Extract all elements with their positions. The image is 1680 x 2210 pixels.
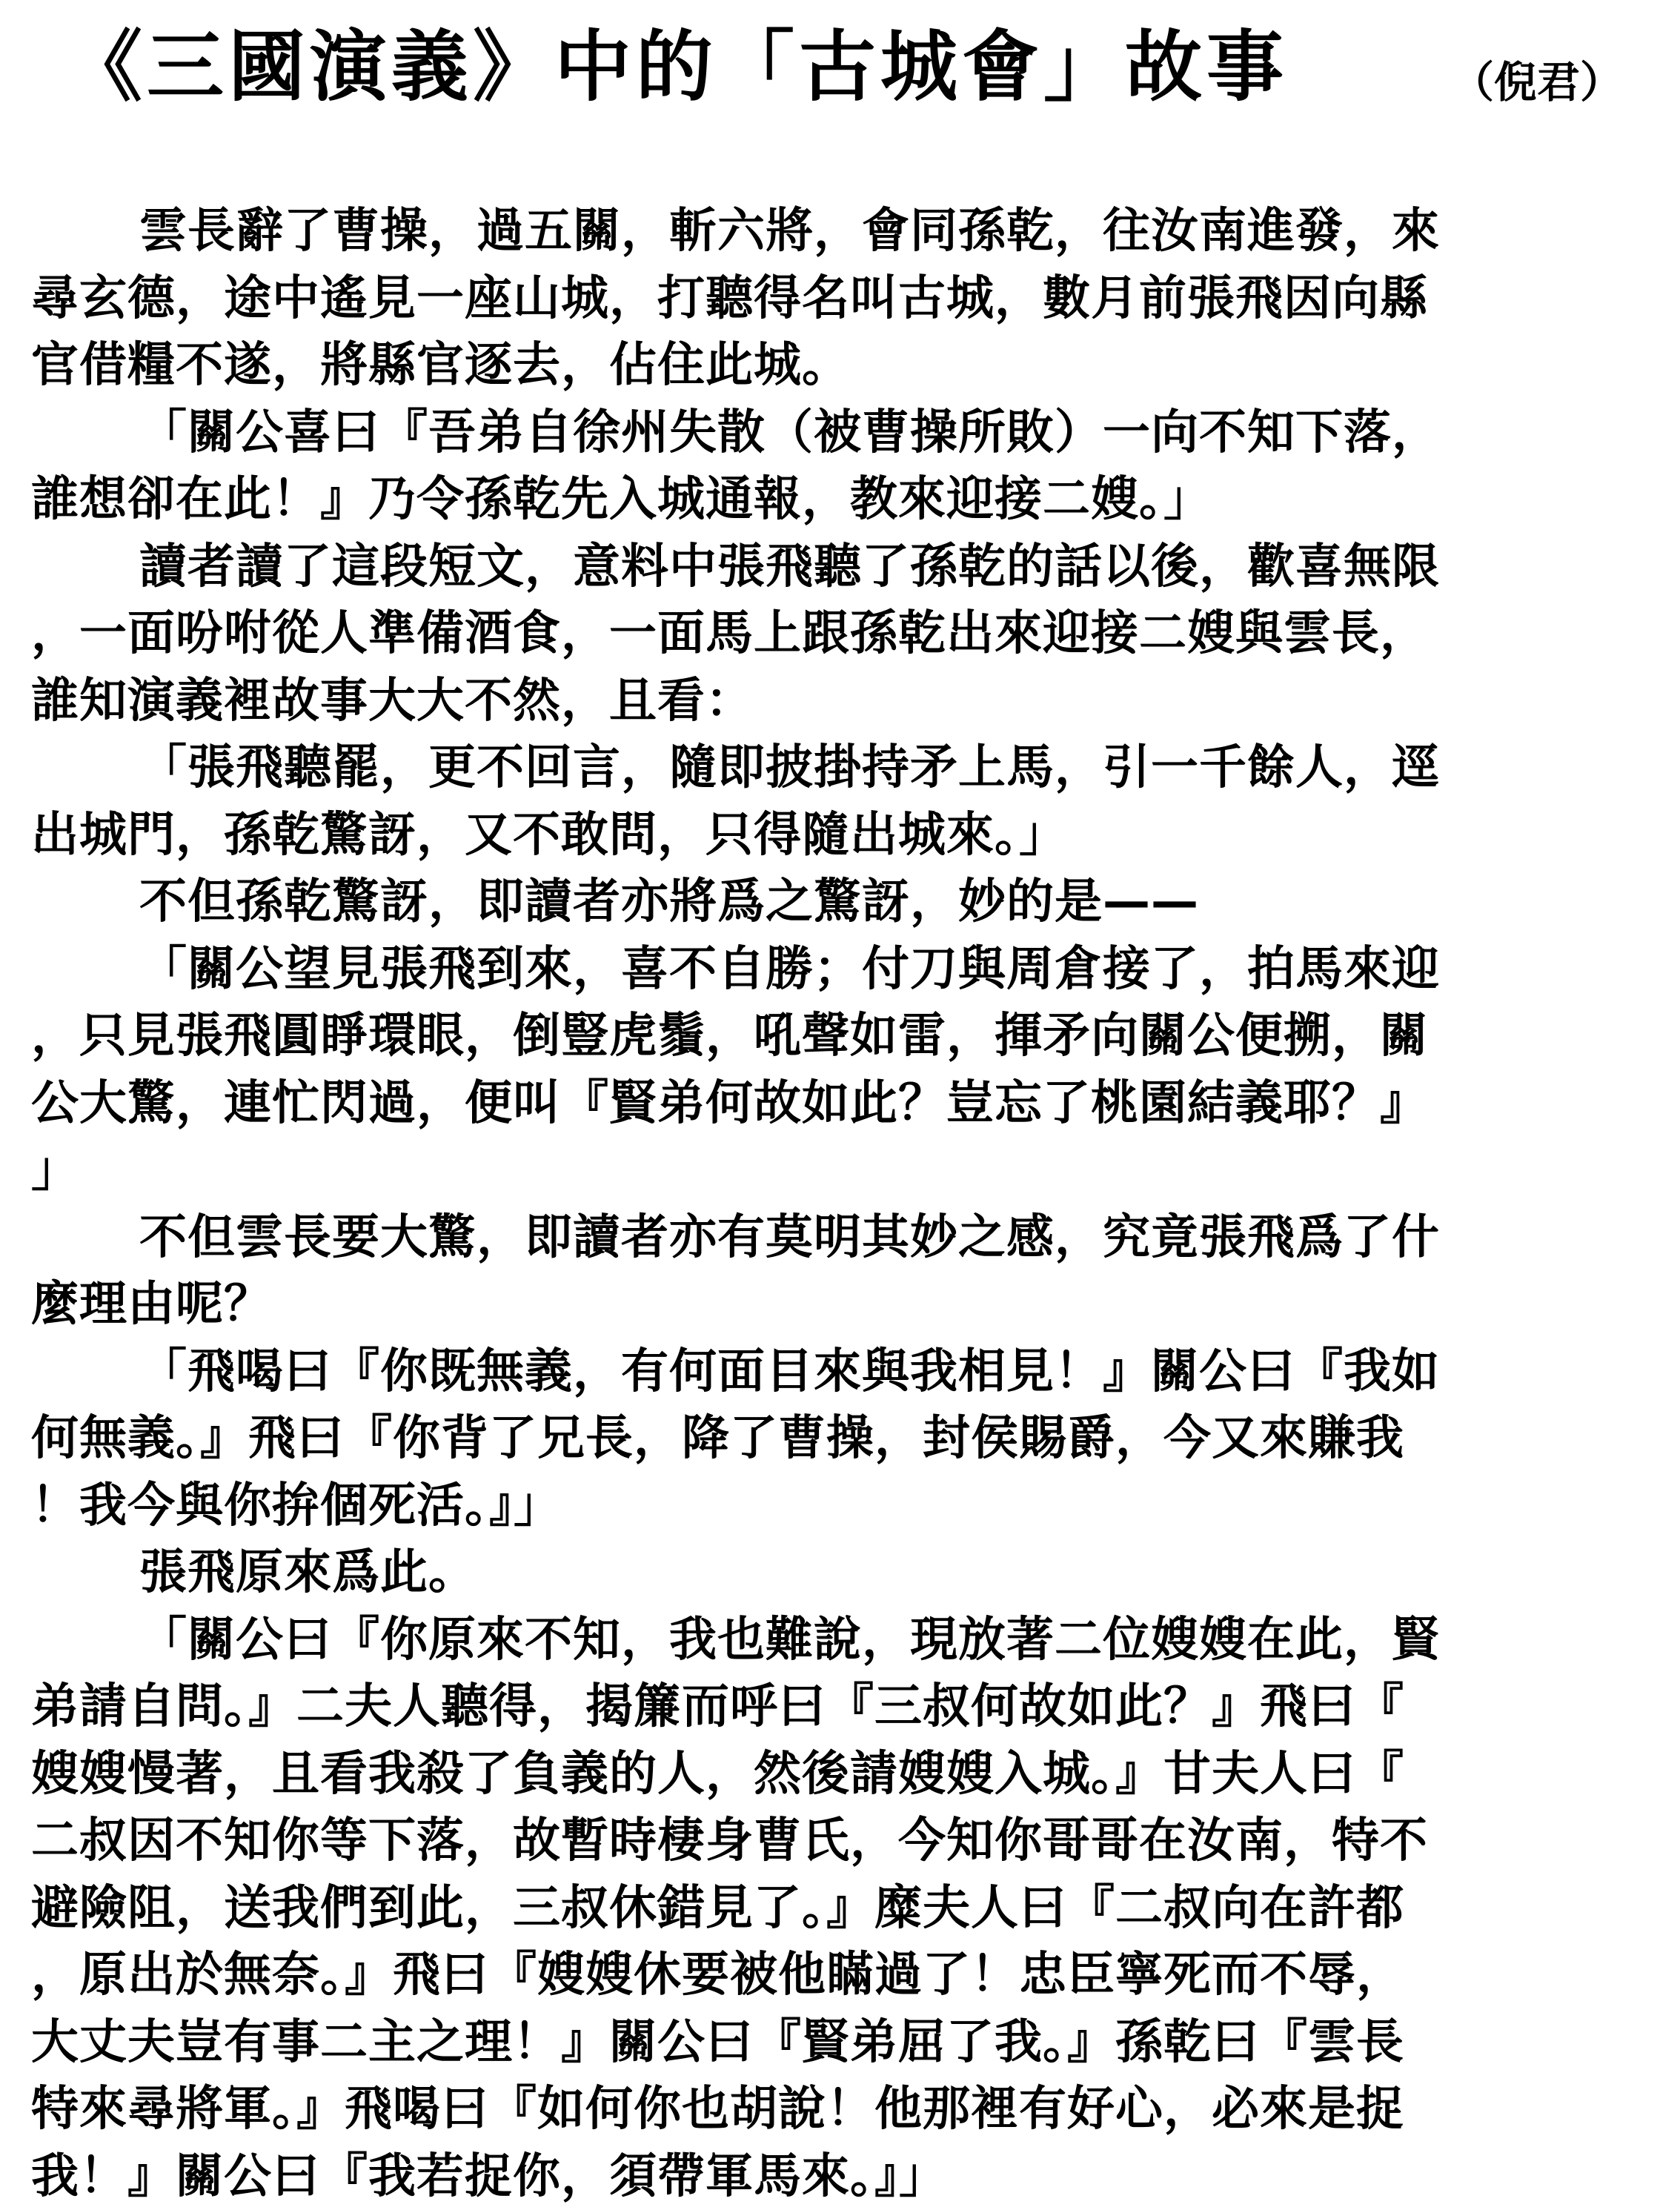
text-line: 「張飛聽罷，更不回言，隨即披掛持矛上馬，引一千餘人，逕: [139, 740, 1440, 795]
text-line: 弟請自問。』二夫人聽得，揭簾而呼曰『三叔何故如此？』飛曰『: [31, 1679, 1404, 1734]
author-name: （倪君）: [1451, 57, 1624, 107]
text-line: 大丈夫豈有事二主之理！』關公曰『賢弟屈了我。』孫乾曰『雲長: [31, 2015, 1404, 2070]
text-line: 雲長辭了曹操，過五關，斬六將，會同孫乾，往汝南進發，來: [139, 204, 1440, 259]
text-line: 張飛原來爲此。: [139, 1545, 477, 1600]
text-line: 誰想卻在此！』乃令孫乾先入城通報，教來迎接二嫂。」: [31, 472, 1212, 527]
text-line: 不但雲長要大驚，即讀者亦有莫明其妙之感，究竟張飛爲了什: [139, 1210, 1440, 1265]
text-line: 不但孫乾驚訝，即讀者亦將爲之驚訝，妙的是——: [139, 875, 1199, 929]
text-line: 出城門，孫乾驚訝，又不敢問，只得隨出城來。」: [31, 808, 1067, 863]
text-line: 避險阻，送我們到此，三叔休錯見了。』糜夫人曰『二叔向在許都: [31, 1881, 1404, 1936]
text-line: 麼理由呢？: [31, 1277, 272, 1332]
text-line: 」: [31, 1143, 79, 1198]
text-line: 官借糧不遂，將縣官逐去，佔住此城。: [31, 338, 850, 393]
text-line: ！我今與你拚個死活。』」: [31, 1479, 562, 1533]
text-line: ，只見張飛圓睜環眼，倒豎虎鬚，吼聲如雷，揮矛向關公便搠，關: [31, 1009, 1428, 1063]
text-line: 「關公喜曰『吾弟自徐州失散（被曹操所敗）一向不知下落，: [139, 405, 1440, 460]
text-line: 尋玄德，途中遙見一座山城，打聽得名叫古城，數月前張飛因向縣: [31, 271, 1428, 326]
text-line: 嫂嫂慢著，且看我殺了負義的人，然後請嫂嫂入城。』甘夫人曰『: [31, 1747, 1404, 1802]
text-line: 何無義。』飛曰『你背了兄長，降了曹操，封侯賜爵，今又來賺我: [31, 1411, 1404, 1466]
text-line: 「關公望見張飛到來，喜不自勝；付刀與周倉接了，拍馬來迎: [139, 942, 1440, 997]
title-row: [0, 0, 1680, 148]
text-line: ，原出於無奈。』飛曰『嫂嫂休要被他瞞過了！忠臣寧死而不辱，: [31, 1948, 1404, 2002]
text-line: 「飛喝曰『你既無義，有何面目來與我相見！』關公曰『我如: [139, 1344, 1440, 1399]
text-line: 公大驚，連忙閃過，便叫『賢弟何故如此？豈忘了桃園結義耶？』: [31, 1076, 1428, 1131]
text-line-overflow-a: 特來尋將軍。』飛喝曰『如何你也胡說！他那裡有好心，必來是捉: [31, 2082, 1404, 2137]
text-line: ，一面吩咐從人準備酒食，一面馬上跟孫乾出來迎接二嫂與雲長，: [31, 606, 1428, 661]
text-line: 讀者讀了這段短文，意料中張飛聽了孫乾的話以後，歡喜無限: [139, 540, 1440, 594]
text-line: 「關公曰『你原來不知，我也難說，現放著二位嫂嫂在此，賢: [139, 1613, 1440, 1668]
text-line: 二叔因不知你等下落，故暫時棲身曹氏，今知你哥哥在汝南，特不: [31, 1814, 1428, 1868]
text-line: 誰知演義裡故事大大不然，且看：: [31, 674, 754, 729]
document-title: 《三國演義》中的「古城會」故事: [65, 21, 1289, 112]
text-line-overflow-b: 我！』關公曰『我若捉你，須帶軍馬來。』」: [31, 2149, 947, 2204]
